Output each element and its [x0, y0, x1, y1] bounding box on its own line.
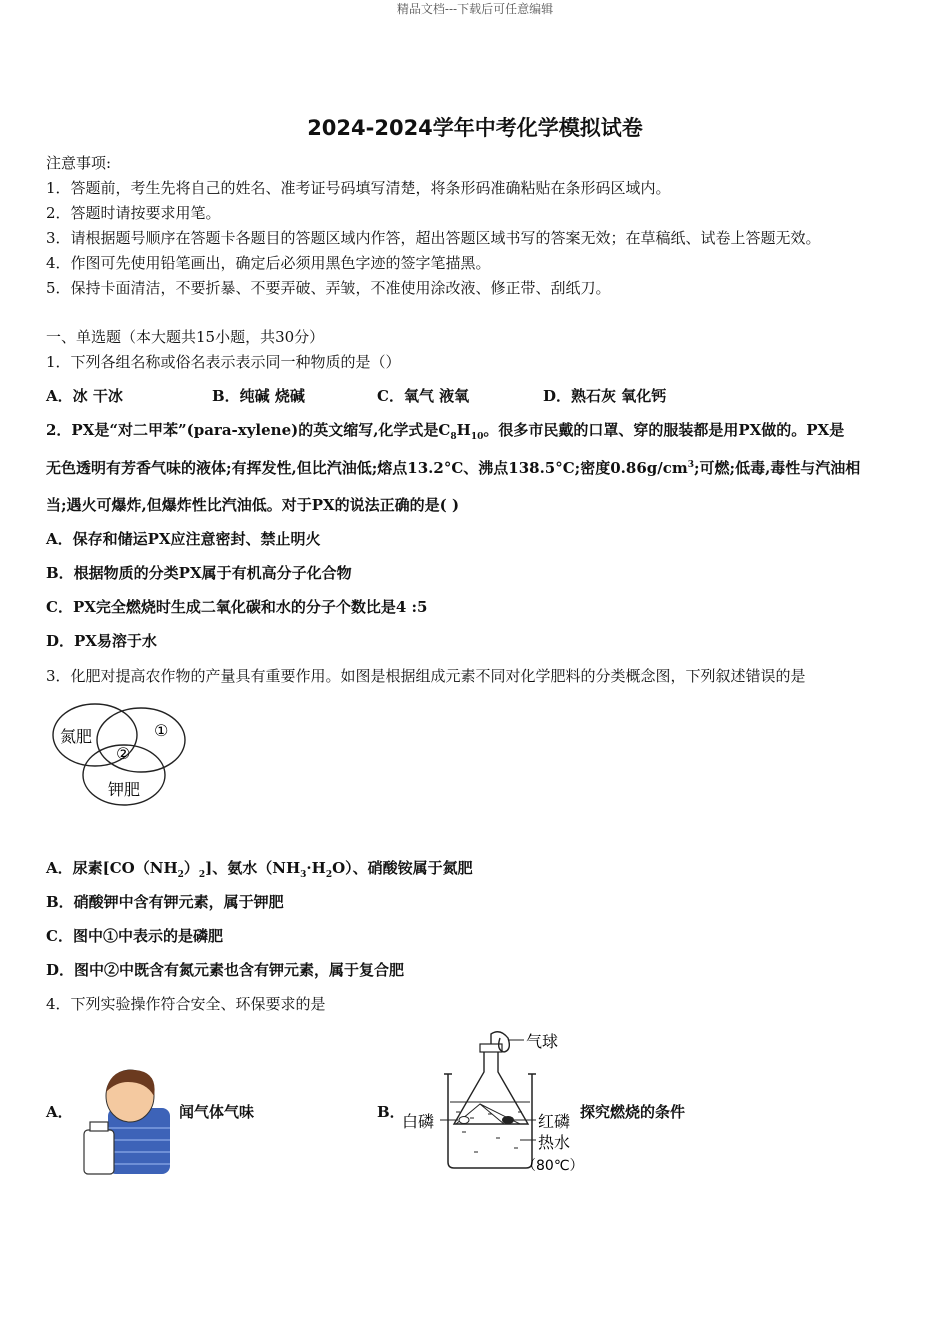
- question-2-line-3: 当;遇火可爆炸,但爆炸性比汽油低。对于PX的说法正确的是( ): [46, 496, 460, 514]
- combustion-experiment-figure: [400, 1028, 585, 1176]
- q3-option-d: D．图中②中既含有氮元素也含有钾元素，属于复合肥: [46, 961, 405, 979]
- q2-option-c: C．PX完全燃烧时生成二氧化碳和水的分子个数比是4 :5: [46, 598, 428, 616]
- q3a-text: ]、氨水（NH: [205, 859, 301, 877]
- page-title: 2024-2024学年中考化学模拟试卷: [307, 116, 643, 140]
- q2-text: 无色透明有芳香气味的液体;有挥发性,但比汽油低;熔点13.2°C、沸点138.5°C;密度0.86g/cm: [46, 459, 688, 477]
- notice-item: 4．作图可先使用铅笔画出，确定后必须用黑色字迹的签字笔描黑。: [46, 254, 491, 272]
- q3a-sub: 2: [177, 870, 184, 880]
- fertilizer-venn-diagram: [50, 700, 195, 810]
- q2-sup: 3: [687, 460, 694, 470]
- q2-text: 2．PX是“对二甲苯”(para-xylene)的英文缩写,化学式是C: [46, 421, 451, 439]
- q4-option-a-text: 闻气体气味: [179, 1103, 255, 1121]
- page-header: 精品文档---下载后可任意编辑: [396, 2, 554, 16]
- question-3-stem: 3．化肥对提高农作物的产量具有重要作用。如图是根据组成元素不同对化学肥料的分类概念图，下列叙述错误的是: [46, 667, 806, 685]
- q2-sub: 8: [450, 432, 457, 442]
- label-potassium: 钾肥: [108, 780, 141, 799]
- notice-item: 3．请根据题号顺序在答题卡各题目的答题区域内作答，超出答题区域书写的答案无效；在草稿纸、试卷上答题无效。: [46, 229, 821, 247]
- notice-item: 1．答题前，考生先将自己的姓名、准考证号码填写清楚，将条形码准确粘贴在条形码区域内。: [46, 179, 671, 197]
- question-4-stem: 4．下列实验操作符合安全、环保要求的是: [46, 995, 326, 1013]
- q3a-text: ·H: [306, 859, 326, 877]
- q2-sub: 10: [470, 432, 484, 442]
- label-hot-water: 热水: [538, 1133, 571, 1152]
- question-2-line-2: [46, 457, 860, 478]
- q4-option-b-text: 探究燃烧的条件: [580, 1103, 686, 1121]
- q2-text: ;可燃;低毒,毒性与汽油相: [694, 459, 861, 477]
- q2-option-d: D．PX易溶于水: [46, 632, 157, 650]
- label-two: ②: [116, 744, 131, 763]
- q3a-text: O）、硝酸铵属于氮肥: [332, 859, 473, 877]
- q4-option-b-label: B．: [377, 1103, 405, 1121]
- q4-option-a-label: A．: [46, 1103, 73, 1121]
- notice-item: 5．保持卡面清洁，不要折暴、不要弄破、弄皱，不准使用涂改液、修正带、刮纸刀。: [46, 279, 611, 297]
- question-2-line-1: [46, 419, 844, 442]
- q3-option-a: [46, 857, 473, 880]
- phosphorus-circle: [97, 708, 185, 772]
- notice-item: 2．答题时请按要求用笔。: [46, 204, 221, 222]
- label-one: ①: [154, 721, 169, 740]
- q2-text: 。很多市民戴的口罩、穿的服装都是用PX做的。PX是: [483, 421, 845, 439]
- q1-option-c: C．氧气 液氧: [377, 387, 470, 405]
- q3a-text: ）: [183, 859, 199, 877]
- label-nitrogen: 氮肥: [60, 727, 93, 746]
- section-heading: 一、单选题（本大题共15小题，共30分）: [46, 328, 325, 346]
- question-1-stem: 1．下列各组名称或俗名表示表示同一种物质的是（）: [46, 353, 401, 371]
- q2-option-a: A．保存和储运PX应注意密封、禁止明火: [46, 530, 321, 548]
- q3a-sub: 2: [198, 870, 206, 880]
- bottle-neck: [90, 1122, 108, 1131]
- q2-text: H: [456, 421, 471, 439]
- red-phosphorus-dot: [502, 1116, 514, 1124]
- q3-option-c: C．图中①中表示的是磷肥: [46, 927, 223, 945]
- q3a-sub: 3: [300, 870, 307, 880]
- label-temperature: （80℃）: [522, 1158, 584, 1174]
- label-balloon: 气球: [526, 1032, 559, 1051]
- q3a-text: A．尿素[CO（NH: [46, 859, 178, 877]
- q1-option-a: A．冰 干冰: [46, 387, 123, 405]
- q3a-sub: 2: [325, 870, 333, 880]
- q1-option-d: D．熟石灰 氧化钙: [543, 387, 667, 405]
- q3-option-b: B．硝酸钾中含有钾元素，属于钾肥: [46, 893, 284, 911]
- notice-heading: 注意事项:: [46, 154, 112, 172]
- bottle-shape: [84, 1130, 114, 1174]
- label-red-phosphorus: 红磷: [538, 1112, 571, 1131]
- q2-option-b: B．根据物质的分类PX属于有机高分子化合物: [46, 564, 352, 582]
- q1-option-b: B．纯碱 烧碱: [212, 387, 305, 405]
- label-white-phosphorus: 白磷: [402, 1112, 435, 1131]
- smelling-gas-figure: [80, 1068, 172, 1178]
- white-phosphorus-dot: [459, 1117, 469, 1124]
